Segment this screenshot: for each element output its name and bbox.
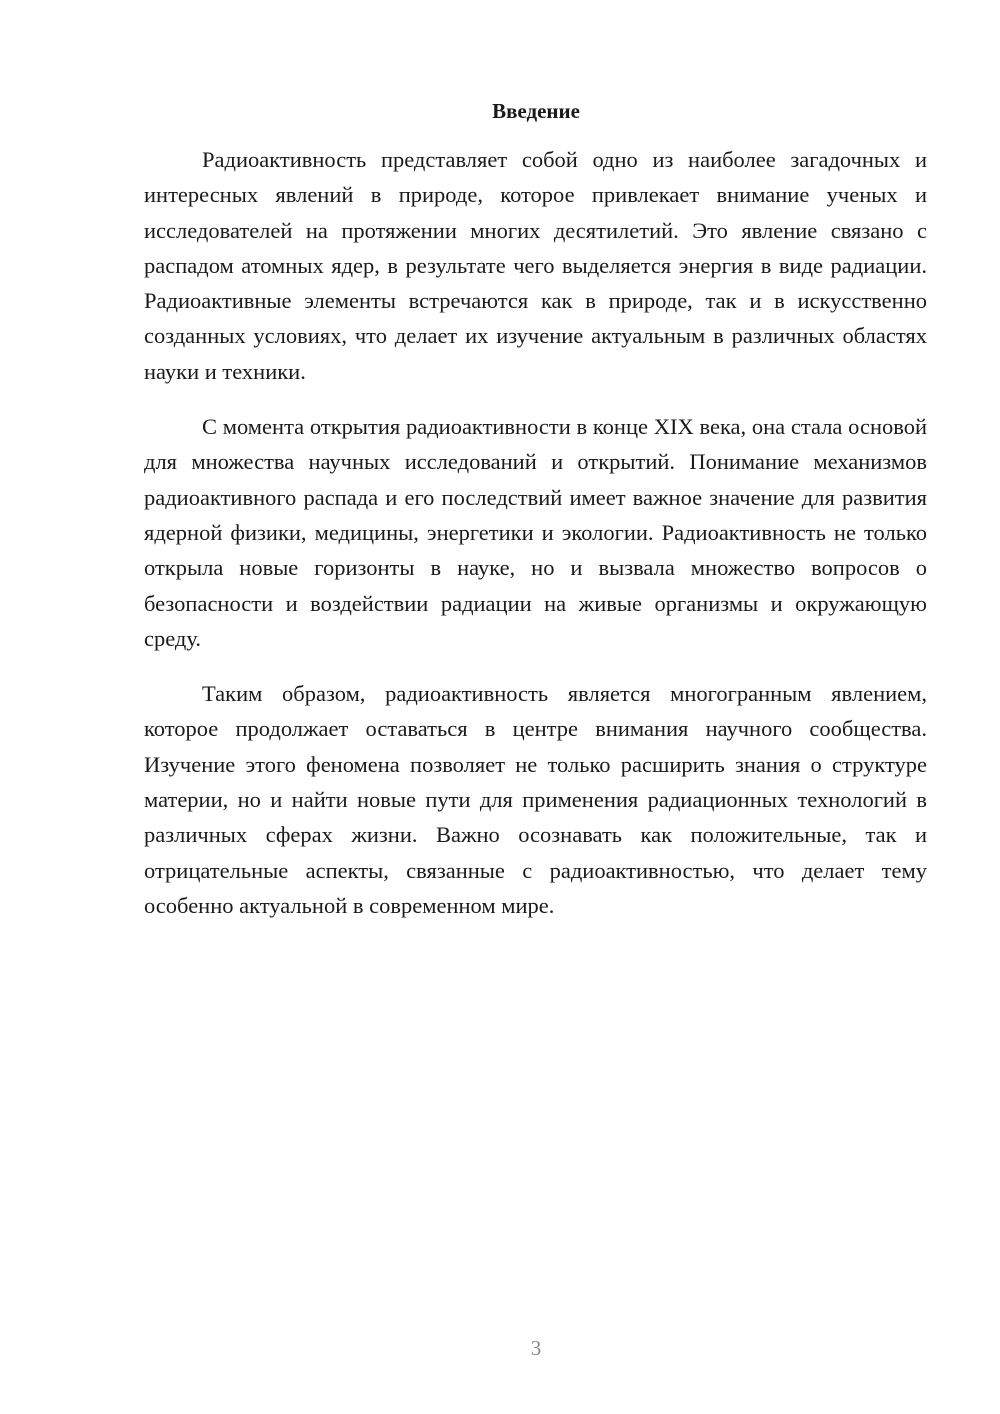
paragraph-1: Радиоактивность представляет собой одно из наиболее загадочных и интересных явлений в природе, которое привлекает внимание ученых и исследователей на протяжении многих десятилетий. Это явление связано с распадом атомных ядер, в результате чего выделяется энергия в виде радиации. Радиоактивные элементы встречаются как в природе, так и в искусственно созданных условиях, что делает их изучение актуальным в различных областях науки и техники. <box>144 147 927 384</box>
body-text <box>144 142 927 943</box>
section-heading: Введение <box>492 99 580 123</box>
paragraph-2: С момента открытия радиоактивности в конце XIX века, она стала основой для множества научных исследований и открытий. Понимание механизмов радиоактивного распада и его последствий имеет важное значение для развития ядерной физики, медицины, энергетики и экологии. Радиоактивность не только открыла новые горизонты в науке, но и вызвала множество вопросов о безопасности и воздействии радиации на живые организмы и окружающую среду. <box>144 414 927 651</box>
page-number: 3 <box>530 1336 542 1360</box>
paragraph-3: Таким образом, радиоактивность является многогранным явлением, которое продолжает оставаться в центре внимания научного сообщества. Изучение этого феномена позволяет не только расширить знания о структуре материи, но и найти новые пути для применения радиационных технологий в различных сферах жизни. Важно осознавать как положительные, так и отрицательные аспекты, связанные с радиоактивностью, что делает тему особенно актуальной в современном мире. <box>144 681 927 918</box>
